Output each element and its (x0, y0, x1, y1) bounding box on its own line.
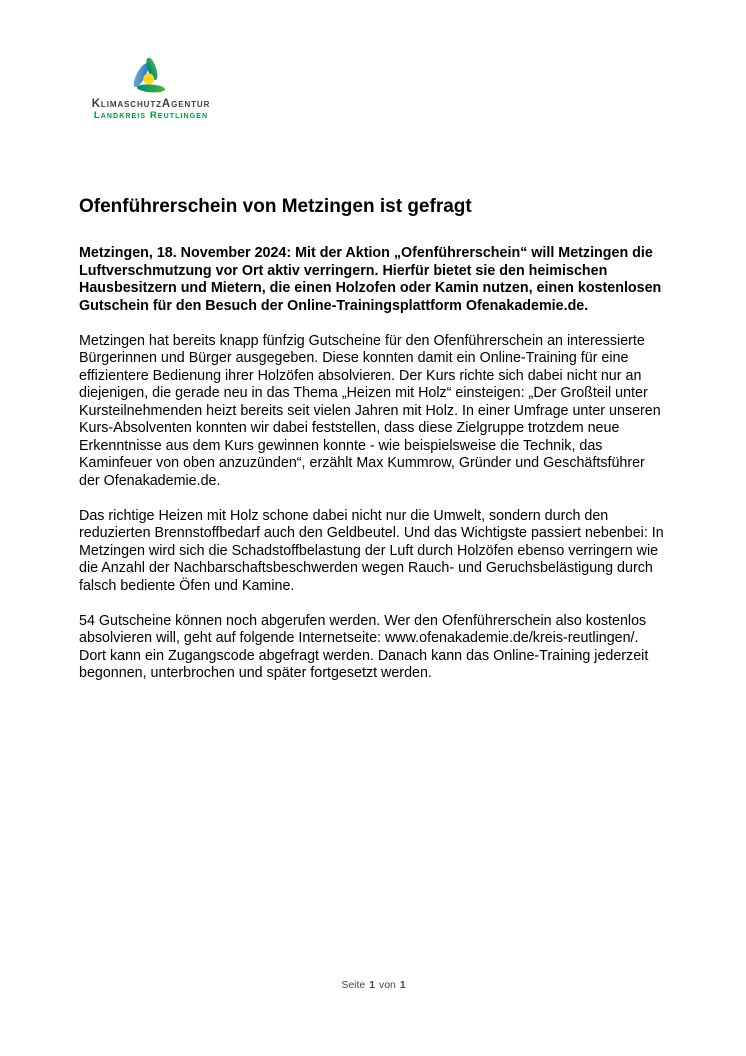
page-title: Ofenführerschein von Metzingen ist gefragt (79, 196, 472, 217)
body-paragraph: Das richtige Heizen mit Holz schone dabei nicht nur die Umwelt, sondern durch den reduzierten Brennstoffbedarf auch den Geldbeutel. Und das Wichtigste passiert nebenbei: In Metzingen wird sich die Schadstoffbelastung der Luft durch Holzöfen ebenso verringern wie die Anzahl der Nachbarschaftsbeschwerden wegen Rauch- und Geruchsbelästigung durch falsch bediente Öfen und Kamine. (79, 507, 664, 594)
intro-paragraph: Metzingen, 18. November 2024: Mit der Aktion „Ofenführerschein“ will Metzingen die Luftverschmutzung vor Ort aktiv verringern. Hierfür bietet sie den heimischen Hausbesitzern und Mietern, die einen Holzofen oder Kamin nutzen, einen kostenlosen Gutschein für den Besuch der Online-Trainingsplattform Ofenakademie.de. (79, 245, 662, 314)
press-release-body (79, 195, 665, 700)
body-paragraph: Metzingen hat bereits knapp fünfzig Gutscheine für den Ofenführerschein an interessierte Bürgerinnen und Bürger ausgegeben. Diese konnten damit ein Online-Training für eine effizientere Bedienung ihrer Holzöfen absolvieren. Der Kurs richte sich dabei nicht nur an diejenigen, die gerade neu in das Thema „Heizen mit Holz“ einsteigen: „Der Großteil unter Kursteilnehmenden heizt bereits seit vielen Jahren mit Holz. In einer Umfrage unter unseren Kurs-Absolventen konnten wir dabei feststellen, dass diese Zielgruppe trotzdem neue Erkenntnisse aus dem Kurs gewinnen konnte - wie beispielsweise die Technik, das Kaminfeuer von oben anzuzünden“, erzählt Max Kummrow, Gründer und Geschäftsführer der Ofenakademie.de. (79, 332, 661, 489)
brand-subtitle: Landkreis Reutlingen (93, 110, 209, 121)
klimaschutz-triangle-icon (128, 57, 174, 97)
footer-von-label: von (378, 979, 396, 991)
footer-total-pages: 1 (399, 979, 406, 991)
footer-page-number: 1 (369, 979, 376, 991)
footer-seite-label: Seite (341, 979, 366, 991)
brand-logo (85, 57, 217, 121)
body-paragraph: 54 Gutscheine können noch abgerufen werden. Wer den Ofenführerschein also kostenlos absolvieren will, geht auf folgende Internetseite: www.ofenakademie.de/kreis-reutlingen/. Dort kann ein Zugangscode abgefragt werden. Danach kann das Online-Training jederzeit begonnen, unterbrochen und später fortgesetzt werden. (79, 612, 649, 681)
page-footer (0, 979, 746, 992)
brand-name: KlimaschutzAgentur (91, 98, 211, 110)
